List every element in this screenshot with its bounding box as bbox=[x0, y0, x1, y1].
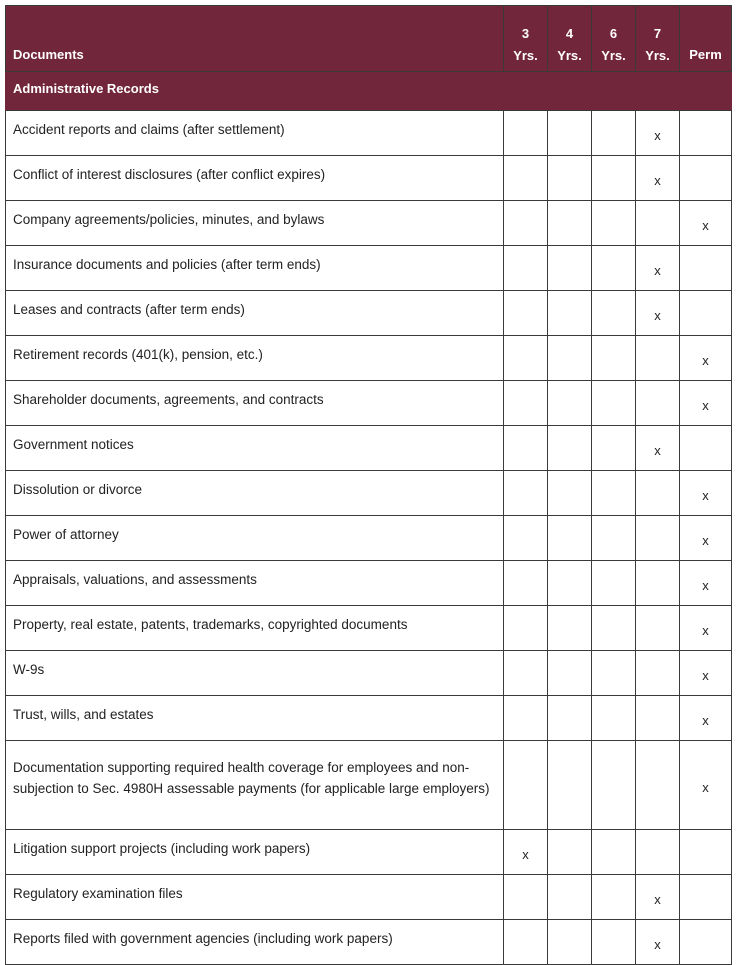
retention-mark-4-years bbox=[548, 156, 592, 201]
retention-mark-4-years bbox=[548, 561, 592, 606]
retention-mark-permanent: x bbox=[680, 741, 732, 830]
retention-mark-3-years bbox=[504, 291, 548, 336]
retention-mark-6-years bbox=[592, 875, 636, 920]
table-row bbox=[6, 381, 732, 426]
record-label: Documentation supporting required health coverage for employees and non-subjection to Sec. 4980H assessable payments (for applicable large employers) bbox=[6, 741, 504, 830]
retention-mark-6-years bbox=[592, 246, 636, 291]
record-label: Appraisals, valuations, and assessments bbox=[6, 561, 504, 606]
retention-mark-7-years: x bbox=[636, 920, 680, 965]
retention-mark-6-years bbox=[592, 651, 636, 696]
retention-mark-7-years bbox=[636, 830, 680, 875]
record-label: Power of attorney bbox=[6, 516, 504, 561]
period-number: 6 bbox=[609, 26, 618, 41]
records-body bbox=[6, 111, 732, 965]
retention-mark-4-years bbox=[548, 830, 592, 875]
retention-mark-4-years bbox=[548, 246, 592, 291]
retention-mark-3-years bbox=[504, 336, 548, 381]
retention-mark-7-years: x bbox=[636, 291, 680, 336]
record-label: Dissolution or divorce bbox=[6, 471, 504, 516]
retention-mark-4-years bbox=[548, 111, 592, 156]
table-row bbox=[6, 426, 732, 471]
retention-mark-7-years: x bbox=[636, 111, 680, 156]
records-retention-table bbox=[5, 5, 732, 965]
retention-mark-3-years bbox=[504, 426, 548, 471]
retention-mark-7-years bbox=[636, 336, 680, 381]
retention-mark-6-years bbox=[592, 696, 636, 741]
table-row bbox=[6, 561, 732, 606]
table-header bbox=[6, 6, 732, 72]
period-unit: Yrs. bbox=[513, 48, 538, 63]
permanent-column-header: Perm bbox=[680, 6, 732, 72]
retention-mark-7-years bbox=[636, 516, 680, 561]
retention-mark-3-years bbox=[504, 875, 548, 920]
retention-mark-permanent bbox=[680, 920, 732, 965]
table-row bbox=[6, 830, 732, 875]
retention-mark-4-years bbox=[548, 381, 592, 426]
record-label: Retirement records (401(k), pension, etc.) bbox=[6, 336, 504, 381]
retention-mark-3-years bbox=[504, 606, 548, 651]
retention-table-container bbox=[5, 5, 737, 965]
retention-mark-6-years bbox=[592, 830, 636, 875]
retention-mark-permanent bbox=[680, 246, 732, 291]
retention-mark-4-years bbox=[548, 741, 592, 830]
retention-mark-7-years: x bbox=[636, 426, 680, 471]
retention-mark-permanent bbox=[680, 111, 732, 156]
table-row bbox=[6, 741, 732, 830]
retention-mark-3-years bbox=[504, 471, 548, 516]
retention-mark-6-years bbox=[592, 381, 636, 426]
retention-mark-4-years bbox=[548, 920, 592, 965]
retention-mark-3-years bbox=[504, 156, 548, 201]
retention-mark-permanent bbox=[680, 291, 732, 336]
period-unit: Yrs. bbox=[557, 48, 582, 63]
retention-mark-permanent: x bbox=[680, 516, 732, 561]
retention-mark-permanent bbox=[680, 426, 732, 471]
table-row bbox=[6, 111, 732, 156]
period-unit: Yrs. bbox=[601, 48, 626, 63]
retention-mark-7-years bbox=[636, 471, 680, 516]
retention-mark-4-years bbox=[548, 875, 592, 920]
retention-mark-4-years bbox=[548, 426, 592, 471]
period-number: 4 bbox=[565, 26, 574, 41]
record-label: Property, real estate, patents, trademarks, copyrighted documents bbox=[6, 606, 504, 651]
retention-mark-permanent: x bbox=[680, 561, 732, 606]
table-row bbox=[6, 606, 732, 651]
retention-mark-6-years bbox=[592, 561, 636, 606]
retention-mark-3-years bbox=[504, 246, 548, 291]
retention-mark-4-years bbox=[548, 696, 592, 741]
record-label: W-9s bbox=[6, 651, 504, 696]
record-label: Reports filed with government agencies (including work papers) bbox=[6, 920, 504, 965]
retention-mark-permanent bbox=[680, 156, 732, 201]
retention-mark-7-years bbox=[636, 696, 680, 741]
record-label: Regulatory examination files bbox=[6, 875, 504, 920]
retention-mark-3-years bbox=[504, 201, 548, 246]
period-number: 3 bbox=[521, 26, 530, 41]
table-row bbox=[6, 201, 732, 246]
retention-mark-4-years bbox=[548, 336, 592, 381]
retention-mark-permanent: x bbox=[680, 696, 732, 741]
retention-mark-7-years: x bbox=[636, 875, 680, 920]
retention-mark-4-years bbox=[548, 606, 592, 651]
table-row bbox=[6, 875, 732, 920]
retention-mark-4-years bbox=[548, 516, 592, 561]
table-row bbox=[6, 246, 732, 291]
record-label: Accident reports and claims (after settlement) bbox=[6, 111, 504, 156]
retention-mark-6-years bbox=[592, 471, 636, 516]
retention-mark-6-years bbox=[592, 426, 636, 471]
retention-mark-3-years bbox=[504, 516, 548, 561]
retention-mark-permanent: x bbox=[680, 201, 732, 246]
retention-mark-6-years bbox=[592, 156, 636, 201]
retention-mark-7-years bbox=[636, 741, 680, 830]
table-row bbox=[6, 516, 732, 561]
retention-mark-permanent bbox=[680, 875, 732, 920]
retention-mark-3-years: x bbox=[504, 830, 548, 875]
record-label: Shareholder documents, agreements, and contracts bbox=[6, 381, 504, 426]
table-row bbox=[6, 471, 732, 516]
table-row bbox=[6, 920, 732, 965]
table-row bbox=[6, 651, 732, 696]
retention-mark-6-years bbox=[592, 741, 636, 830]
retention-mark-3-years bbox=[504, 920, 548, 965]
retention-mark-4-years bbox=[548, 471, 592, 516]
retention-mark-7-years bbox=[636, 561, 680, 606]
period-unit: Yrs. bbox=[645, 48, 670, 63]
retention-mark-7-years bbox=[636, 651, 680, 696]
retention-mark-permanent: x bbox=[680, 606, 732, 651]
retention-mark-4-years bbox=[548, 201, 592, 246]
retention-mark-6-years bbox=[592, 920, 636, 965]
record-label: Leases and contracts (after term ends) bbox=[6, 291, 504, 336]
retention-mark-3-years bbox=[504, 741, 548, 830]
retention-mark-7-years bbox=[636, 606, 680, 651]
retention-mark-6-years bbox=[592, 606, 636, 651]
retention-mark-3-years bbox=[504, 381, 548, 426]
record-label: Conflict of interest disclosures (after conflict expires) bbox=[6, 156, 504, 201]
record-label: Insurance documents and policies (after term ends) bbox=[6, 246, 504, 291]
section-title-administrative-records: Administrative Records bbox=[6, 72, 732, 111]
retention-mark-6-years bbox=[592, 291, 636, 336]
retention-mark-6-years bbox=[592, 201, 636, 246]
table-row bbox=[6, 156, 732, 201]
retention-mark-4-years bbox=[548, 291, 592, 336]
table-row bbox=[6, 291, 732, 336]
retention-mark-7-years: x bbox=[636, 156, 680, 201]
retention-mark-permanent: x bbox=[680, 651, 732, 696]
table-row bbox=[6, 696, 732, 741]
record-label: Company agreements/policies, minutes, and bylaws bbox=[6, 201, 504, 246]
period-3-years-header bbox=[504, 6, 548, 72]
table-row bbox=[6, 336, 732, 381]
retention-mark-7-years bbox=[636, 381, 680, 426]
retention-mark-permanent: x bbox=[680, 336, 732, 381]
section-header-group bbox=[6, 72, 732, 111]
period-6-years-header bbox=[592, 6, 636, 72]
retention-mark-permanent: x bbox=[680, 381, 732, 426]
retention-mark-4-years bbox=[548, 651, 592, 696]
documents-column-header: Documents bbox=[6, 6, 504, 72]
retention-mark-3-years bbox=[504, 696, 548, 741]
period-4-years-header bbox=[548, 6, 592, 72]
retention-mark-permanent: x bbox=[680, 471, 732, 516]
retention-mark-6-years bbox=[592, 111, 636, 156]
period-number: 7 bbox=[653, 26, 662, 41]
retention-mark-permanent bbox=[680, 830, 732, 875]
retention-mark-6-years bbox=[592, 516, 636, 561]
period-7-years-header bbox=[636, 6, 680, 72]
record-label: Trust, wills, and estates bbox=[6, 696, 504, 741]
retention-mark-7-years: x bbox=[636, 246, 680, 291]
retention-mark-6-years bbox=[592, 336, 636, 381]
retention-mark-3-years bbox=[504, 111, 548, 156]
retention-mark-7-years bbox=[636, 201, 680, 246]
retention-mark-3-years bbox=[504, 561, 548, 606]
retention-mark-3-years bbox=[504, 651, 548, 696]
record-label: Litigation support projects (including work papers) bbox=[6, 830, 504, 875]
record-label: Government notices bbox=[6, 426, 504, 471]
